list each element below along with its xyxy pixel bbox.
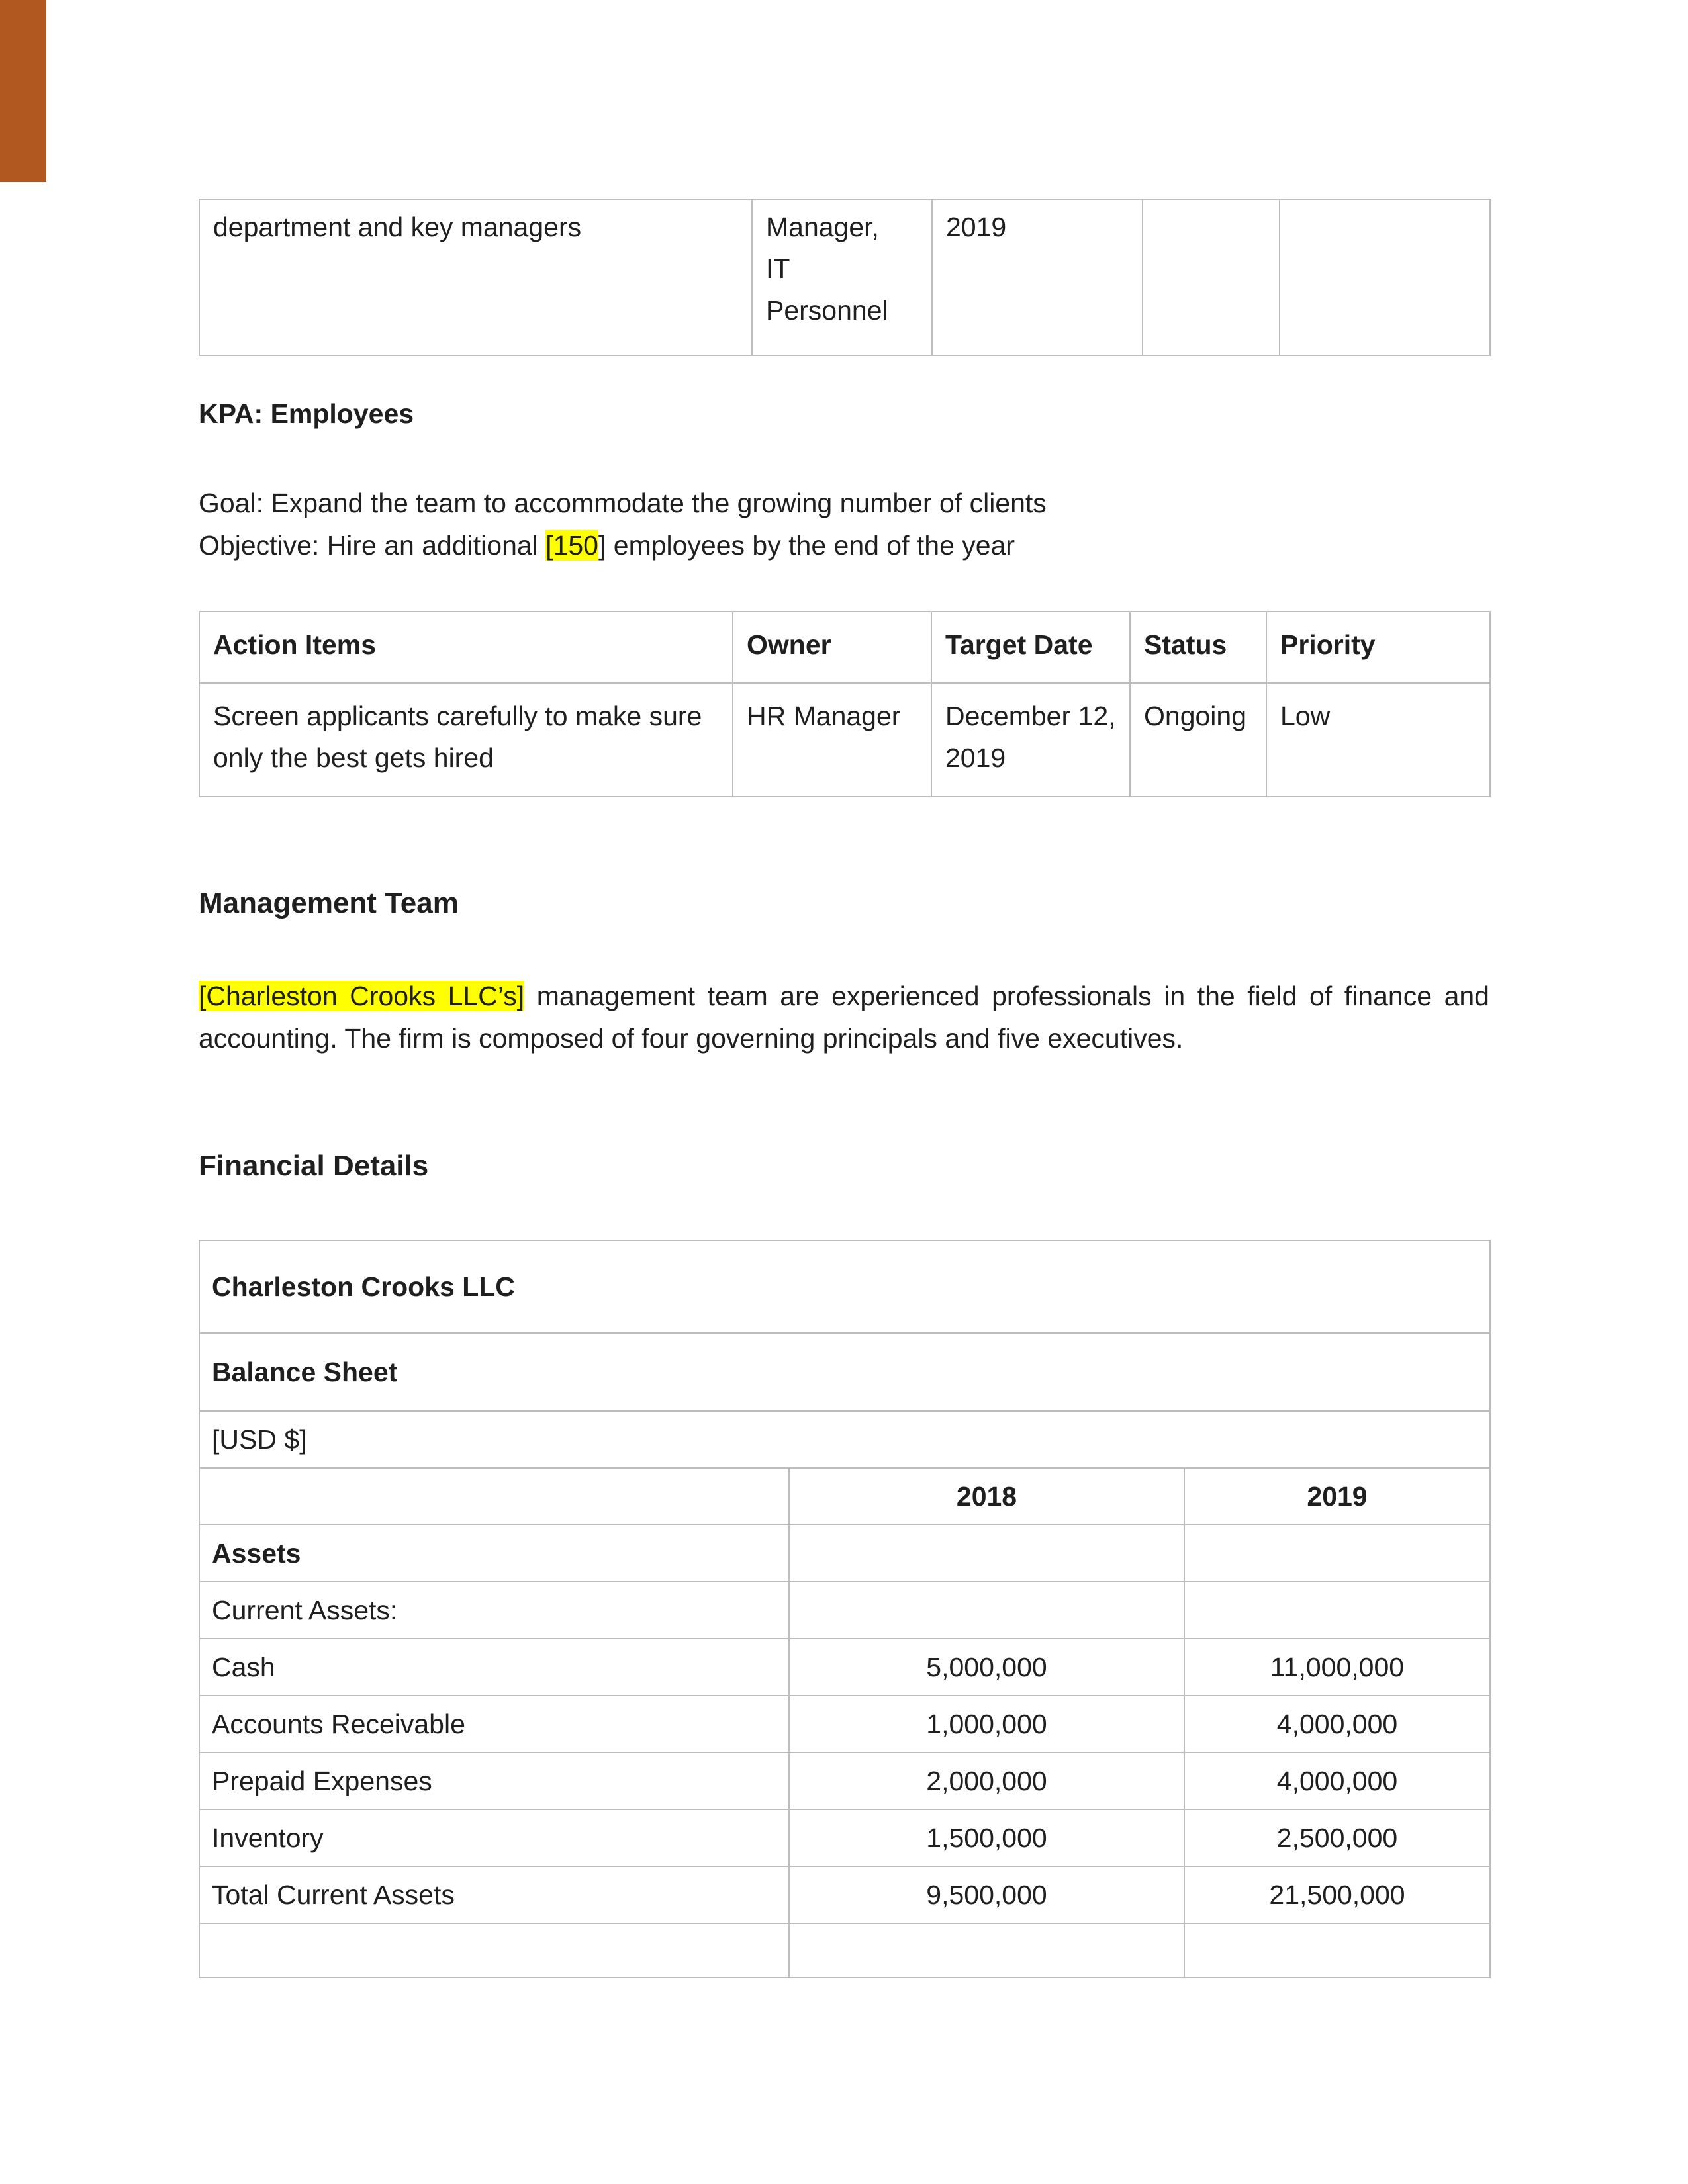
current-assets-label: Current Assets: (199, 1582, 789, 1639)
table-row (199, 1923, 1490, 1978)
table-row (199, 1582, 1490, 1639)
value-2018: 5,000,000 (789, 1639, 1184, 1696)
table-row (199, 1411, 1490, 1468)
table-cell (1280, 199, 1490, 355)
sheet-title: Balance Sheet (199, 1333, 1490, 1411)
row-label: Prepaid Expenses (199, 1752, 789, 1809)
kpa-title: KPA: Employees (199, 398, 414, 429)
table-header-row (199, 1468, 1490, 1525)
action-items-table (199, 611, 1491, 797)
company-name: Charleston Crooks LLC (199, 1240, 1490, 1333)
table-cell (1184, 1923, 1490, 1978)
table-cell (789, 1923, 1184, 1978)
table-row (199, 1696, 1490, 1752)
column-header: Target Date (931, 612, 1130, 683)
column-header: Owner (733, 612, 931, 683)
company-highlight: [Charleston Crooks LLC’s] (199, 981, 525, 1011)
objective-highlight: [150 (545, 530, 598, 561)
value-2018: 1,000,000 (789, 1696, 1184, 1752)
table-cell: December 12, 2019 (931, 683, 1130, 797)
table-cell: Low (1266, 683, 1490, 797)
column-header: Priority (1266, 612, 1490, 683)
value-2018: 9,500,000 (789, 1866, 1184, 1923)
table-cell: HR Manager (733, 683, 931, 797)
table-row (199, 1752, 1490, 1809)
financial-heading: Financial Details (199, 1150, 429, 1182)
kpa-objective (199, 524, 1015, 567)
value-2019: 4,000,000 (1184, 1696, 1490, 1752)
balance-sheet-table (199, 1240, 1491, 1978)
table-cell (789, 1525, 1184, 1582)
table-row (199, 1866, 1490, 1923)
currency-label: [USD $] (199, 1411, 1490, 1468)
table-row (199, 1333, 1490, 1411)
table-row (199, 1809, 1490, 1866)
table-row (199, 1639, 1490, 1696)
table-cell: Manager, IT Personnel (752, 199, 932, 355)
table-row (199, 1240, 1490, 1333)
table-cell (1184, 1582, 1490, 1639)
row-label: Accounts Receivable (199, 1696, 789, 1752)
management-paragraph (199, 975, 1489, 1060)
value-2019: 2,500,000 (1184, 1809, 1490, 1866)
value-2018: 2,000,000 (789, 1752, 1184, 1809)
row-label: Total Current Assets (199, 1866, 789, 1923)
page-accent-bar (0, 0, 46, 182)
management-text: management team are experienced professionals in the field of finance and accounting. The firm is composed of four governing principals and five executives. (199, 981, 1489, 1054)
year-header: 2019 (1184, 1468, 1490, 1525)
value-2019: 4,000,000 (1184, 1752, 1490, 1809)
table-cell (1184, 1525, 1490, 1582)
column-header: Action Items (199, 612, 733, 683)
row-label: Cash (199, 1639, 789, 1696)
table-cell (1143, 199, 1280, 355)
table-cell: Screen applicants carefully to make sure only the best gets hired (199, 683, 733, 797)
table-header-row (199, 612, 1490, 683)
row-label: Inventory (199, 1809, 789, 1866)
kpa-goal: Goal: Expand the team to accommodate the growing number of clients (199, 488, 1047, 518)
top-continuation-table (199, 199, 1491, 356)
table-cell: department and key managers (199, 199, 752, 355)
objective-prefix: Objective: Hire an additional (199, 530, 546, 561)
table-row (199, 199, 1490, 355)
value-2019: 21,500,000 (1184, 1866, 1490, 1923)
assets-label: Assets (199, 1525, 789, 1582)
column-header: Status (1130, 612, 1266, 683)
value-2019: 11,000,000 (1184, 1639, 1490, 1696)
table-row (199, 683, 1490, 797)
table-cell: 2019 (932, 199, 1143, 355)
table-cell (789, 1582, 1184, 1639)
management-heading: Management Team (199, 887, 459, 919)
objective-suffix: ] employees by the end of the year (598, 530, 1015, 561)
table-cell: Ongoing (1130, 683, 1266, 797)
table-cell (199, 1468, 789, 1525)
table-cell (199, 1923, 789, 1978)
table-row (199, 1525, 1490, 1582)
year-header: 2018 (789, 1468, 1184, 1525)
value-2018: 1,500,000 (789, 1809, 1184, 1866)
